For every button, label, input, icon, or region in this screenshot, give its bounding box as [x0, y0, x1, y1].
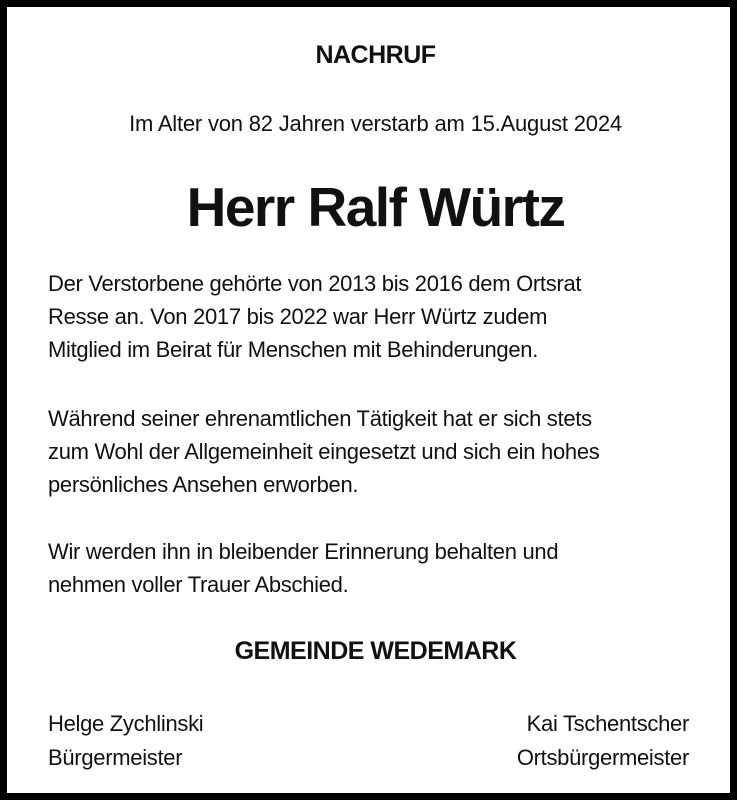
signatory-title: Ortsbürgermeister: [516, 745, 689, 770]
paragraph-line: Resse an. Von 2017 bis 2022 war Herr Würtz zudem: [48, 304, 548, 329]
signatory-name: Helge Zychlinski: [48, 711, 204, 736]
notice-intro: Im Alter von 82 Jahren verstarb am 15.August 2024: [129, 111, 622, 136]
signatory-name: Kai Tschentscher: [526, 711, 689, 736]
paragraph-farewell: [48, 535, 708, 601]
paragraph-line: Mitglied im Beirat für Menschen mit Behinderungen.: [48, 337, 539, 362]
paragraph-line: nehmen voller Trauer Abschied.: [48, 572, 349, 597]
paragraph-line: persönliches Ansehen erworben.: [48, 472, 359, 497]
paragraph-volunteer: [48, 402, 708, 501]
paragraph-service: [48, 267, 708, 366]
paragraph-line: zum Wohl der Allgemeinheit eingesetzt und sich ein hohes: [48, 439, 600, 464]
paragraph-line: Wir werden ihn in bleibender Erinnerung behalten und: [48, 539, 559, 564]
signatory-title: Bürgermeister: [48, 745, 183, 770]
paragraph-line: Während seiner ehrenamtlichen Tätigkeit hat er sich stets: [48, 406, 592, 431]
signatory-right: [517, 707, 689, 775]
organization-name: GEMEINDE WEDEMARK: [234, 637, 517, 665]
deceased-name: Herr Ralf Würtz: [186, 176, 565, 238]
notice-kicker: NACHRUF: [315, 41, 436, 69]
paragraph-line: Der Verstorbene gehörte von 2013 bis 2016 dem Ortsrat: [48, 271, 582, 296]
signatory-left: [48, 707, 203, 775]
